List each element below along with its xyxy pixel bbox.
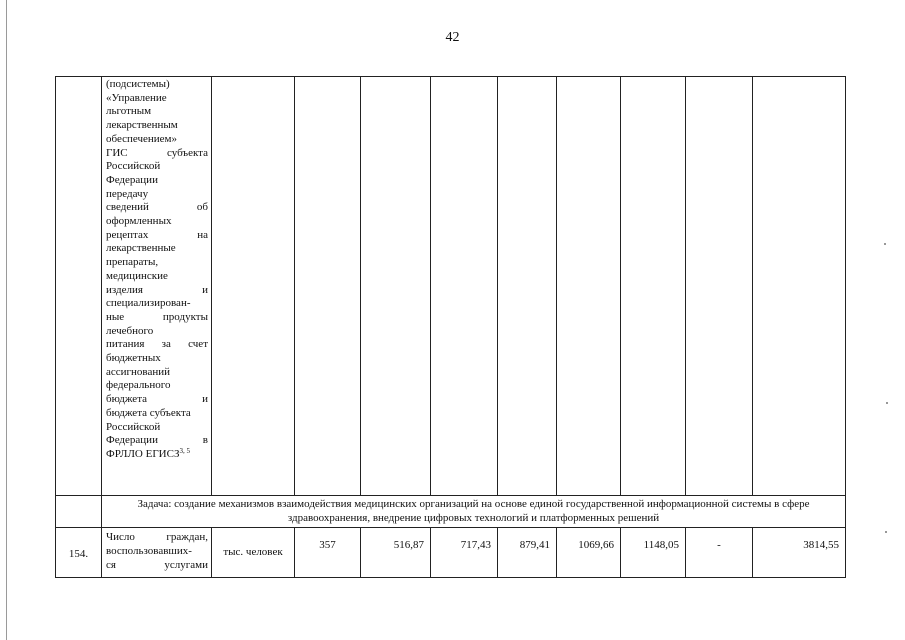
value-cell: 1069,66 <box>557 528 621 578</box>
empty-cell <box>753 77 846 496</box>
description-line: обеспечением» <box>106 132 178 145</box>
empty-cell <box>686 77 753 496</box>
description-line: Федерации <box>106 173 158 186</box>
description-line: сведений об <box>106 201 208 214</box>
description-line: изделия и <box>106 283 208 296</box>
description-line: рецептах на <box>106 228 208 241</box>
description-line: медицинские <box>106 269 168 282</box>
footnote-marks: 3, 5 <box>179 446 190 455</box>
description-cell <box>102 77 212 496</box>
description-line: лекарственные <box>106 242 176 255</box>
task-row <box>56 496 846 528</box>
empty-cell <box>498 77 557 496</box>
description-line: бюджета субъекта <box>106 406 191 419</box>
description-line: ГИС субъекта <box>106 146 208 159</box>
description-line: лечебного <box>106 324 154 337</box>
value-cell: - <box>686 528 753 578</box>
value-cell: 357 <box>295 528 361 578</box>
value-cell: 717,43 <box>431 528 498 578</box>
description-line: Федерации в <box>106 434 208 447</box>
task-left-cell <box>56 496 102 528</box>
empty-cell <box>361 77 431 496</box>
description-last-text: ФРЛЛО ЕГИСЗ <box>106 447 180 460</box>
description-line: питания за счет <box>106 338 208 351</box>
description-cell <box>102 528 212 578</box>
scan-speck <box>884 243 886 245</box>
row-number: 154. <box>56 528 102 578</box>
page-number: 42 <box>445 30 460 45</box>
value-cell: 516,87 <box>361 528 431 578</box>
value-cell: 3814,55 <box>753 528 846 578</box>
description-line: препараты, <box>106 256 159 269</box>
description-line: «Управление <box>106 91 167 104</box>
description-line: передачу <box>106 187 149 200</box>
description-line: специализирован- <box>106 297 191 310</box>
indicator-table <box>55 76 846 578</box>
description-line: Российской <box>106 420 161 433</box>
row-154 <box>56 528 846 578</box>
description-line: льготным <box>106 105 152 118</box>
description-line: воспользовавших- <box>106 545 192 558</box>
description-line: федерального <box>106 379 171 392</box>
empty-cell <box>212 77 295 496</box>
value-cell: 879,41 <box>498 528 557 578</box>
task-text: Задача: создание механизмов взаимодействия медицинских организаций на основе единой государственной информационной системы в сфере здравоохранения, внедрение цифровых технологий и платформенных решений <box>102 496 846 528</box>
empty-cell <box>431 77 498 496</box>
description-line: ассигнований <box>106 365 171 378</box>
description-line: ся услугами <box>106 558 208 571</box>
description-line: Число граждан, <box>106 531 208 544</box>
empty-cell <box>621 77 686 496</box>
description-line: бюджетных <box>106 352 161 365</box>
unit-cell: тыс. человек <box>212 528 295 578</box>
empty-cell <box>295 77 361 496</box>
continuation-row <box>56 77 846 496</box>
value-cell: 1148,05 <box>621 528 686 578</box>
description-line: бюджета и <box>106 393 208 406</box>
number-cell <box>56 77 102 496</box>
empty-cell <box>557 77 621 496</box>
description-line: лекарственным <box>106 119 178 132</box>
description-line: (подсистемы) <box>106 78 170 90</box>
description-line: Российской <box>106 160 161 173</box>
description-line-last <box>106 448 208 462</box>
scan-speck <box>885 531 887 533</box>
description-line: ные продукты <box>106 310 208 323</box>
scan-speck <box>886 402 888 404</box>
scan-edge <box>6 0 7 640</box>
description-line: оформленных <box>106 215 172 228</box>
